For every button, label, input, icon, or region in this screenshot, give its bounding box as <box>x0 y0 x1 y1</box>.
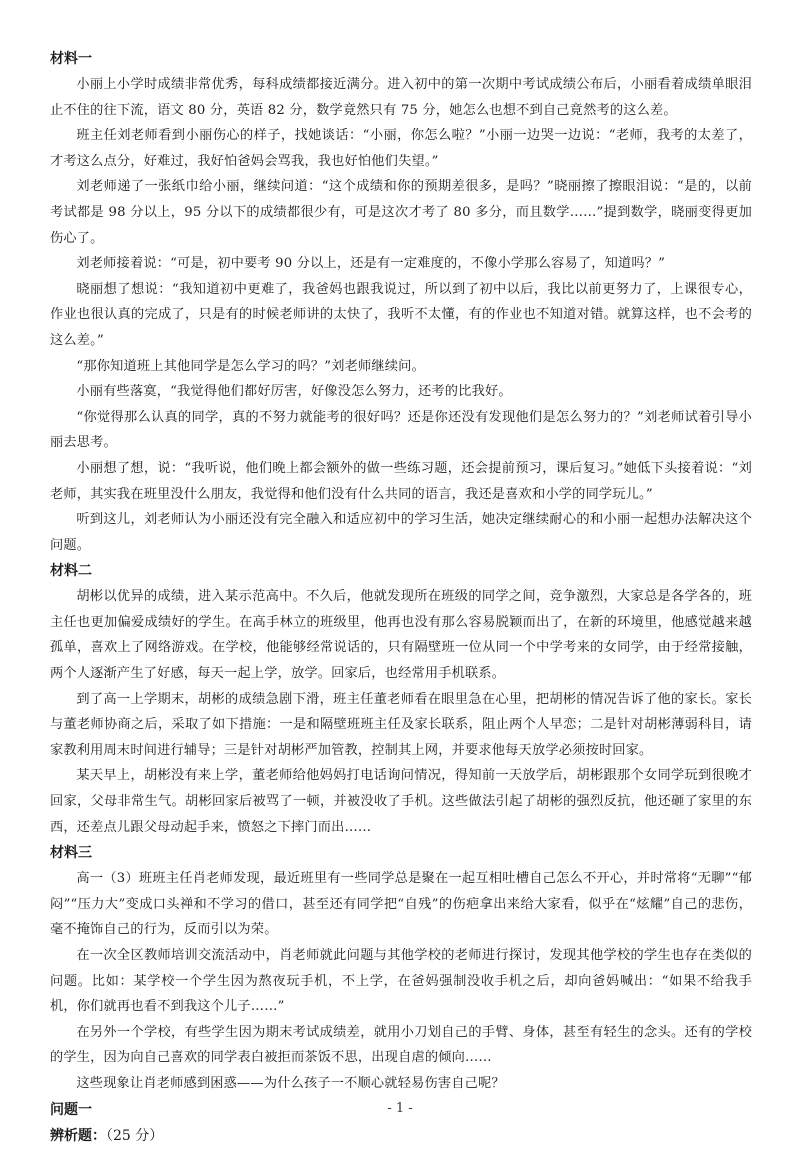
paragraph: 刘老师接着说：“可是，初中要考 90 分以上，还是有一定难度的，不像小学那么容易了，知道吗？” <box>76 256 666 272</box>
document-page <box>50 46 752 1149</box>
paragraph: 刘老师递了一张纸巾给小丽，继续问道：“这个成绩和你的预期差很多，是吗？”晓丽擦了擦眼泪说：“是的，以前考试都是 98 分以上，95 分以下的成绩都很少有，可是这次才考了 80 多分，而且数学……”提到数学，晓丽变得更加伤心了。 <box>50 179 752 246</box>
question-heading: 问题一 <box>50 1101 92 1118</box>
paragraph: 听到这儿，刘老师认为小丽还没有完全融入和适应初中的学习生活，她决定继续耐心的和小丽一起想办法解决这个问题。 <box>50 512 752 553</box>
paragraph: 在另外一个学校，有些学生因为期末考试成绩差，就用小刀划自己的手臂、身体，甚至有轻生的念头。还有的学校的学生，因为向自己喜欢的同学表白被拒而茶饭不思，出现自虐的倾向…… <box>50 1024 752 1066</box>
material-two-heading: 材料二 <box>50 563 92 580</box>
paragraph: 在一次全区教师培训交流活动中，肖老师就此问题与其他学校的老师进行探讨，发现其他学校的学生也存在类似的问题。比如：某学校一个学生因为熬夜玩手机，不上学，在爸妈强制没收手机之后，却向爸妈喊出：“如果不给我手机，你们就再也看不到我这个儿子……” <box>50 948 752 1015</box>
paragraph: 班主任刘老师看到小丽伤心的样子，找她谈话：“小丽，你怎么啦？”小丽一边哭一边说：“老师，我考的太差了，才考这么点分，好难过，我好怕爸妈会骂我，我也好怕他们失望。” <box>50 128 752 169</box>
question-type-label: 辨析题： <box>50 1127 106 1144</box>
paragraph: 小丽有些落寞，“我觉得他们都好厉害，好像没怎么努力，还考的比我好。 <box>76 384 512 400</box>
page-number: - 1 - <box>387 1101 413 1116</box>
material-two <box>50 558 752 840</box>
question-score: （25 分） <box>106 1127 164 1144</box>
material-three <box>50 840 752 1096</box>
paragraph: 晓丽想了想说：“我知道初中更难了，我爸妈也跟我说过，所以到了初中以后，我比以前更努力了，上课很专心，作业也很认真的完成了，只是有的时候老师讲的太快了，我听不太懂，有的作业也不知道对错。就算这样，也不会考的这么差。” <box>50 281 752 348</box>
material-one-heading: 材料一 <box>50 51 92 67</box>
paragraph: 胡彬以优异的成绩，进入某示范高中。不久后，他就发现所在班级的同学之间，竞争激烈，大家总是各学各的，班主任也更加偏爱成绩好的学生。在高手林立的班级里，他再也没有那么容易脱颖而出了，在新的环境里，他感觉越来越孤单，喜欢上了网络游戏。在学校，他能够经常说话的，只有隔壁班一位从同一个中学考来的女同学，由于经常接触，两个人逐渐产生了好感，每天一起上学，放学。回家后，也经常用手机联系。 <box>50 589 752 682</box>
paragraph: 高一（3）班班主任肖老师发现，最近班里有一些同学总是聚在一起互相吐槽自己怎么不开心，并时常将“无聊”“郁闷”“压力大”变成口头禅和不学习的借口，甚至还有同学把“自残”的伤疤拿出来给大家看，似乎在“炫耀”自己的悲伤，毫不掩饰自己的行为，反而引以为荣。 <box>50 871 752 938</box>
paragraph: 某天早上，胡彬没有来上学，董老师给他妈妈打电话询问情况，得知前一天放学后，胡彬跟那个女同学玩到很晚才回家，父母非常生气。胡彬回家后被骂了一顿，并被没收了手机。这些做法引起了胡彬的强烈反抗，他还砸了家里的东西，还差点儿跟父母动起手来，愤怒之下摔门而出…… <box>50 768 752 835</box>
paragraph: 到了高一上学期末，胡彬的成绩急剧下滑，班主任董老师看在眼里急在心里，把胡彬的情况告诉了他的家长。家长与董老师协商之后，采取了如下措施：一是和隔壁班班主任及家长联系，阻止两个人早恋；二是针对胡彬薄弱科目，请家教利用周末时间进行辅导；三是针对胡彬严加管教，控制其上网，并要求他每天放学必须按时回家。 <box>50 691 752 758</box>
question-type-line <box>50 1123 752 1149</box>
paragraph: “你觉得那么认真的同学，真的不努力就能考的很好吗？还是你还没有发现他们是怎么努力的？”刘老师试着引导小丽去思考。 <box>50 409 752 451</box>
material-one <box>50 46 752 558</box>
paragraph: 小丽想了想，说：“我听说，他们晚上都会额外的做一些练习题，还会提前预习，课后复习。”她低下头接着说：“刘老师，其实我在班里没什么朋友，我觉得和他们没有什么共同的语言，我还是喜欢和小学的同学玩儿。” <box>50 460 752 502</box>
material-three-heading: 材料三 <box>50 845 92 862</box>
paragraph: 这些现象让肖老师感到困惑——为什么孩子一不顺心就轻易伤害自己呢？ <box>76 1075 505 1091</box>
paragraph: 小丽上小学时成绩非常优秀，每科成绩都接近满分。进入初中的第一次期中考试成绩公布后，小丽看着成绩单眼泪止不住的往下流，语文 80 分，英语 82 分，数学竟然只有 75 分，她怎么也想不到自己竟然考的这么差。 <box>50 77 752 118</box>
paragraph: “那你知道班上其他同学是怎么学习的吗？”刘老师继续问。 <box>76 358 425 374</box>
